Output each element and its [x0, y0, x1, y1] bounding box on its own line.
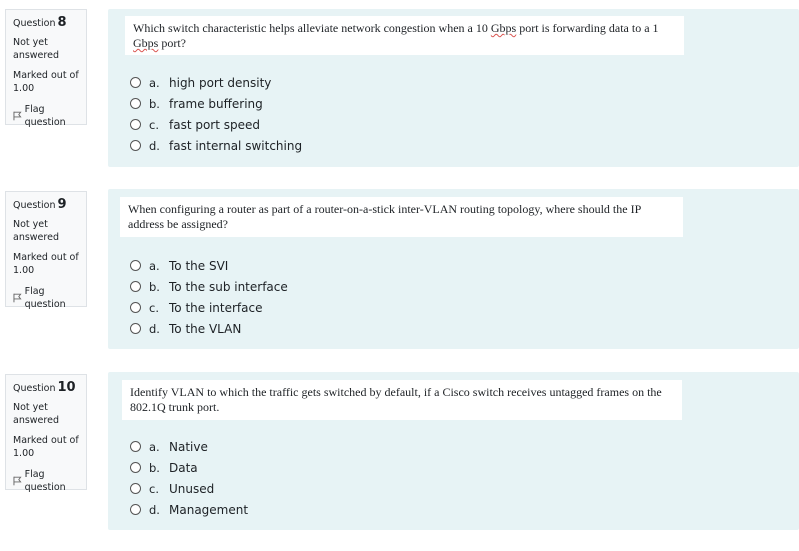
radio-button[interactable]	[130, 462, 141, 473]
answer-option-a[interactable]: a. To the SVI	[130, 255, 288, 276]
question-info	[5, 191, 87, 310]
question-info	[5, 9, 87, 128]
radio-button[interactable]	[130, 119, 141, 130]
answer-list	[130, 72, 302, 156]
radio-button[interactable]	[130, 77, 141, 88]
flag-question-link[interactable]: Flag question	[13, 285, 86, 311]
radio-button[interactable]	[130, 281, 141, 292]
question-text: Which switch characteristic helps alleviate network congestion when a 10 Gbps port is forwarding data to a 1 Gbps port?	[125, 16, 684, 55]
radio-button[interactable]	[130, 441, 141, 452]
radio-button[interactable]	[130, 302, 141, 313]
question-number: Question 9	[13, 197, 67, 212]
answer-option-b[interactable]: b. frame buffering	[130, 93, 302, 114]
answer-option-c[interactable]: c. Unused	[130, 478, 248, 499]
flag-question-link[interactable]: Flag question	[13, 103, 86, 129]
question-state: Not yet answered	[13, 37, 59, 61]
question-grade: Marked out of 1.00	[13, 70, 79, 94]
flag-icon	[13, 476, 22, 486]
radio-button[interactable]	[130, 98, 141, 109]
question-content	[108, 372, 799, 530]
answer-list	[130, 436, 248, 520]
question-number: Question 10	[13, 380, 76, 395]
answer-option-c[interactable]: c. To the interface	[130, 297, 288, 318]
question-grade: Marked out of 1.00	[13, 435, 79, 459]
answer-option-a[interactable]: a. high port density	[130, 72, 302, 93]
answer-option-d[interactable]: d. fast internal switching	[130, 135, 302, 156]
question-grade: Marked out of 1.00	[13, 252, 79, 276]
answer-option-d[interactable]: d. To the VLAN	[130, 318, 288, 339]
flag-question-link[interactable]: Flag question	[13, 468, 86, 494]
question-number: Question 8	[13, 15, 67, 30]
question-content	[108, 9, 799, 167]
answer-option-b[interactable]: b. To the sub interface	[130, 276, 288, 297]
answer-option-b[interactable]: b. Data	[130, 457, 248, 478]
flag-icon	[13, 293, 22, 303]
radio-button[interactable]	[130, 140, 141, 151]
question-state: Not yet answered	[13, 219, 59, 243]
question-text: When configuring a router as part of a router-on-a-stick inter-VLAN routing topology, where should the IP address be assigned?	[120, 197, 683, 237]
flag-icon	[13, 111, 22, 121]
question-content	[108, 189, 799, 349]
question-info	[5, 374, 87, 493]
question-text: Identify VLAN to which the traffic gets switched by default, if a Cisco switch receives untagged frames on the 802.1Q trunk port.	[122, 380, 682, 420]
radio-button[interactable]	[130, 323, 141, 334]
radio-button[interactable]	[130, 504, 141, 515]
answer-option-a[interactable]: a. Native	[130, 436, 248, 457]
question-state: Not yet answered	[13, 402, 59, 426]
radio-button[interactable]	[130, 260, 141, 271]
radio-button[interactable]	[130, 483, 141, 494]
answer-list	[130, 255, 288, 339]
answer-option-c[interactable]: c. fast port speed	[130, 114, 302, 135]
answer-option-d[interactable]: d. Management	[130, 499, 248, 520]
